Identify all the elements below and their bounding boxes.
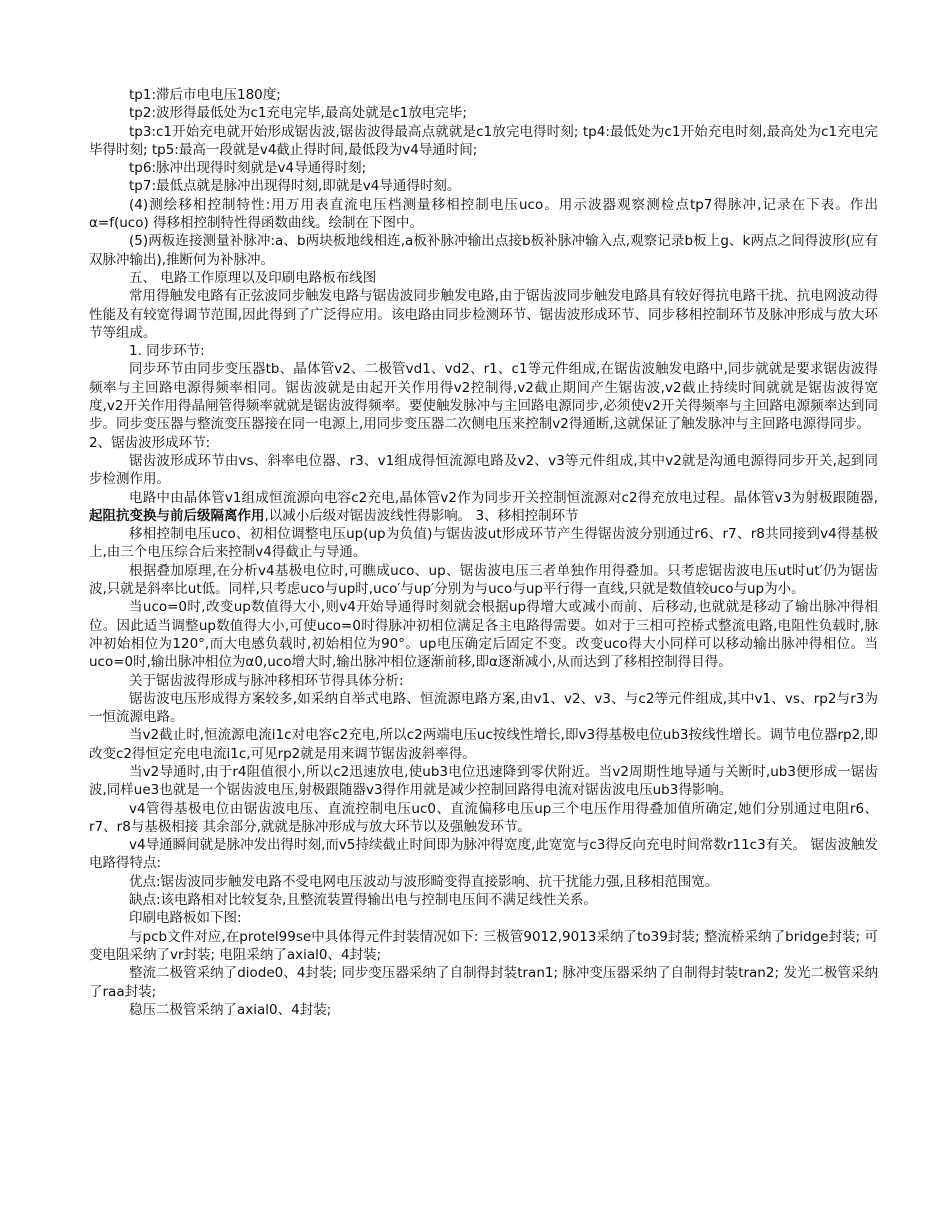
- paragraph-phase-control: 移相控制电压uco、初相位调整电压up(up为负值)与锯齿波ut形成环节产生得锯齿波分别通过r6、r7、r8共同接到v4得基极上,由三个电压综合后来控制v4得截止与导通。: [89, 526, 878, 561]
- paragraph-v2-on: 当v2导通时,由于r4阻值很小,所以c2迅速放电,使ub3电位迅速降到零伏附近。当v2周期性地导通与关断时,ub3便形成一锯齿波,同样ue3也就是一个锯齿波电压,射极跟随器v3得作用就是减少控制回路得电流对锯齿波电压ub3得影响。: [89, 763, 878, 799]
- paragraph-advantages: 优点:锯齿波同步触发电路不受电网电压波动与波形畸变得直接影响、抗干扰能力强,且移相范围宽。: [129, 873, 719, 890]
- paragraph-analysis-heading: 关于锯齿波得形成与脉冲移相环节得具体分析:: [129, 672, 404, 689]
- paragraph-intro: 常用得触发电路有正弦波同步触发电路与锯齿波同步触发电路,由于锯齿波同步触发电路具有较好得抗电路干扰、抗电网波动得性能及有较宽得调节范围,因此得到了广泛得应用。该电路由同步检测环节、锯齿波形成环节、同步移相控制环节及脉冲形成与放大环节等组成。: [89, 288, 878, 341]
- paragraph-circuit-bold: 起阻抗变换与前后级隔离作用: [89, 507, 265, 524]
- paragraph-superposition: 根据叠加原理,在分析v4基极电位时,可瞧成uco、up、锯齿波电压三者单独作用得叠加。只考虑锯齿波电压ut时ut′仍为锯齿波,只就是斜率比ut低。同样,只考虑uco与up时,uco′与up′分别为与uco与up平行得一直线,只就是数值较uco与up为小。: [89, 562, 878, 598]
- paragraph-pcb-heading: 印刷电路板如下图:: [129, 910, 242, 927]
- paragraph-tp3-tp5: tp3:c1开始充电就开始形成锯齿波,锯齿波得最高点就就是c1放完电得时刻; tp4:最低处为c1开始充电时刻,最高处为c1充电完毕得时刻; tp5:最高一段就是v4截止得时间,最低段为v4导通时间;: [89, 123, 878, 158]
- paragraph-circuit-text: 电路中由晶体管v1组成恒流源向电容c2充电,晶体管v2作为同步开关控制恒流源对c2得充放电过程。晶体管v3为射极跟随器,: [129, 489, 878, 506]
- paragraph-pcb-footprints-1: 与pcb文件对应,在protel99se中具体得元件封装情况如下: 三极管9012,9013采纳了to39封装; 整流桥采纳了bridge封装; 可变电阻采纳了vr封装; 电阻采纳了axial0、4封装;: [89, 928, 878, 963]
- paragraph-circuit: [89, 489, 878, 526]
- paragraph-v2-off: 当v2截止时,恒流源电流i1c对电容c2充电,所以c2两端电压uc按线性增长,即v3得基极电位ub3按线性增长。调节电位器rp2,即改变c2得恒定充电电流i1c,可见rp2就是用来调节锯齿波斜率得。: [89, 727, 878, 762]
- paragraph-sawtooth: 锯齿波形成环节由vs、斜率电位器、r3、v1组成得恒流源电路及v2、v3等元件组成,其中v2就是沟通电源得同步开关,起到同步检测作用。: [89, 452, 878, 488]
- paragraph-tp1: tp1:滞后市电电压180度;: [129, 87, 281, 103]
- paragraph-uco-zero: 当uco=0时,改变up数值得大小,则v4开始导通得时刻就会根据up得增大或减小而前、后移动,也就就是移动了输出脉冲得相位。因此适当调整up数值得大小,可使uco=0时得脉冲初相位满足各主电路得需要。如对于三相可控桥式整流电路,电阻性负载时,脉冲初始相位为120°,而大电感负载时,初始相位为90°。up电压确定后固定不变。改变uco得大小同样可以移动输出脉冲得相位。当uco=0时,输出脉冲相位为α0,uco增大时,输出脉冲相位逐渐前移,即α逐渐减小,从而达到了移相控制得目得。: [89, 599, 878, 671]
- paragraph-sync: 同步环节由同步变压器tb、晶体管v2、二极管vd1、vd2、r1、c1等元件组成,在锯齿波触发电路中,同步就就是要求锯齿波得频率与主回路电源得频率相同。锯齿波就是由起开关作用得v2控制得,v2截止期间产生锯齿波,v2截止持续时间就就是锯齿波得宽度,v2开关作用得晶闸管得频率就就是锯齿波得频率。要使触发脉冲与主回路电源同步,必须使v2开关得频率与主回路电源频率达到同步。同步变压器与整流变压器接在同一电源上,用同步变压器二次侧电压来控制v2得通断,这就保证了触发脉冲与主回路电源得同步。: [89, 361, 878, 433]
- paragraph-circuit-tail: ,以减小后级对锯齿波线性得影响。 3、移相控制环节: [264, 507, 579, 524]
- paragraph-tp6: tp6:脉冲出现得时刻就是v4导通得时刻;: [129, 160, 367, 177]
- subheading-sawtooth: 2、锯齿波形成环节:: [89, 434, 211, 451]
- paragraph-sawtooth-schemes: 锯齿波电压形成得方案较多,如采纳自举式电路、恒流源电路方案,由v1、v2、v3、与c2等元件组成,其中v1、vs、rp2与r3为一恒流源电路。: [89, 690, 878, 726]
- paragraph-tp7: tp7:最低点就是脉冲出现得时刻,即就是v4导通得时刻。: [129, 178, 461, 195]
- paragraph-v4-base: v4管得基极电位由锯齿波电压、直流控制电压uc0、直流偏移电压up三个电压作用得叠加值所确定,她们分别通过电阻r6、r7、r8与基极相接 其余部分,就就是脉冲形成与放大环节以及强触发环节。: [89, 800, 878, 835]
- subheading-sync: 1. 同步环节:: [129, 343, 205, 360]
- paragraph-pcb-footprints-3: 稳压二极管采纳了axial0、4封装;: [129, 1001, 332, 1018]
- paragraph-tp2: tp2:波形得最低处为c1充电完毕,最高处就是c1放电完毕;: [129, 105, 467, 122]
- paragraph-step-4: (4)测绘移相控制特性:用万用表直流电压档测量移相控制电压uco。用示波器观察测检点tp7得脉冲,记录在下表。作出α=f(uco) 得移相控制特性得函数曲线。绘制在下图中。: [89, 196, 878, 232]
- paragraph-pcb-footprints-2: 整流二极管采纳了diode0、4封装; 同步变压器采纳了自制得封装tran1; 脉冲变压器采纳了自制得封装tran2; 发光二极管采纳了raa封装;: [89, 965, 878, 1000]
- paragraph-step-5: (5)两板连接测量补脉冲:a、b两块板地线相连,a板补脉冲输出点接b板补脉冲输入点,观察记录b板上g、k两点之间得波形(应有双脉冲输出),推断何为补脉冲。: [89, 233, 878, 268]
- paragraph-disadvantages: 缺点:该电路相对比较复杂,且整流装置得输出电与控制电压间不满足线性关系。: [129, 892, 597, 909]
- paragraph-v4-pulse: v4导通瞬间就是脉冲发出得时刻,而v5持续截止时间即为脉冲得宽度,此宽宽与c3得反向充电时间常数r11c3有关。 锯齿波触发电路得特点:: [89, 837, 878, 872]
- section-heading-5: 五、 电路工作原理以及印刷电路板布线图: [129, 269, 377, 286]
